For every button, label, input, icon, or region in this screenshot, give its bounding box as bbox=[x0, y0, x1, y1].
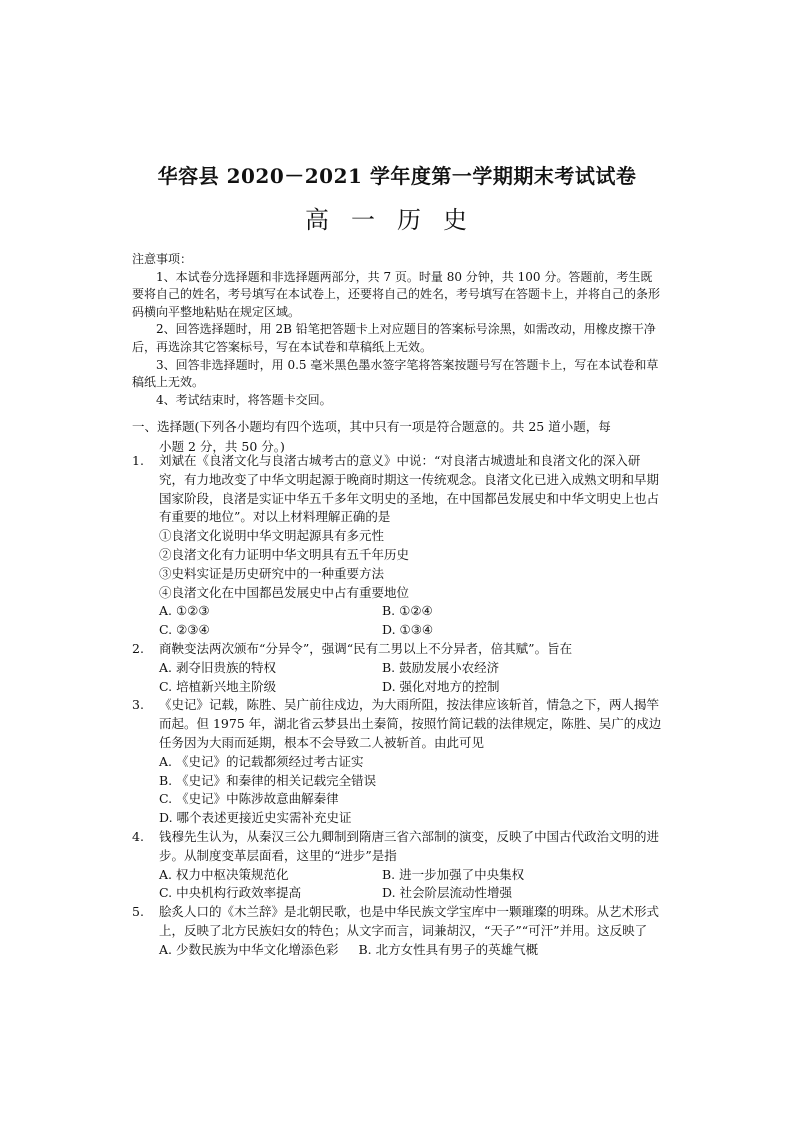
notice-item: 3、回答非选择题时，用 0.5 毫米黑色墨水签字笔将答案按题号写在答题卡上，写在本试卷和草稿纸上无效。 bbox=[132, 357, 659, 390]
notice-item: 4、考试结束时，将答题卡交回。 bbox=[156, 392, 332, 407]
question-statement: ②良渚文化有力证明中华文明具有五千年历史 bbox=[159, 546, 410, 562]
answer-option: C. 《史记》中陈涉故意曲解秦律 bbox=[159, 791, 339, 807]
question-stem: 商鞅变法两次颁布“分异令”，强调“民有二男以上不分异者，倍其赋”。旨在 bbox=[159, 640, 573, 656]
answer-option: B. 《史记》和秦律的相关记载完全错误 bbox=[159, 772, 377, 788]
answer-options bbox=[159, 941, 664, 960]
notice-heading: 注意事项： bbox=[132, 252, 193, 266]
question-list bbox=[132, 452, 664, 960]
section-instruction-line: 一、选择题(下列各小题均有四个选项，其中只有一项是符合题意的。共 25 道小题，每 bbox=[132, 419, 611, 434]
answer-option: D. ①③④ bbox=[382, 622, 434, 638]
question-statement: ③史料实证是历史研究中的一种重要方法 bbox=[159, 565, 385, 581]
question bbox=[132, 903, 664, 959]
answer-option: D. 社会阶层流动性增强 bbox=[382, 885, 513, 901]
answer-option: C. ②③④ bbox=[159, 622, 210, 638]
question-number: 2. bbox=[132, 640, 144, 656]
answer-option: B. ①②④ bbox=[382, 603, 433, 619]
notice-item: 2、回答选择题时，用 2B 铅笔把答题卡上对应题目的答案标号涂黑，如需改动，用橡皮擦干净后，再选涂其它答案标号，写在本试卷和草稿纸上无效。 bbox=[132, 322, 656, 354]
answer-option: A. 权力中枢决策规范化 bbox=[159, 866, 289, 882]
question-number: 4. bbox=[132, 828, 144, 844]
notice-block bbox=[132, 251, 664, 409]
answer-option: A. 《史记》的记载都须经过考古证实 bbox=[159, 753, 364, 769]
answer-option: C. 中央机构行政效率提高 bbox=[159, 885, 302, 901]
question-stem: 《史记》记载，陈胜、吴广前往戍边，为大雨所阻，按法律应该斩首，情急之下，两人揭竿而起。但 1975 年，湖北省云梦县出土秦简，按照竹简记载的法律规定，陈胜、吴广的戍边任务因为大雨而延期，根本不会导致二人被斩首。由此可见 bbox=[159, 697, 662, 750]
question-number: 5. bbox=[132, 904, 144, 920]
answer-option: D. 强化对地方的控制 bbox=[382, 678, 500, 694]
question bbox=[132, 828, 664, 903]
answer-option: C. 培植新兴地主阶级 bbox=[159, 678, 277, 694]
question-stem: 刘斌在《良渚文化与良渚古城考古的意义》中说：“对良渚古城遗址和良渚文化的深入研究，有力地改变了中华文明起源于晚商时期这一传统观念。良渚文化已进入成熟文明和早期国家阶段，良渚是实证中华五千多年文明史的圣地，在中国都邑发展史和中华文明史上也占有重要的地位”。对以上材料理解正确的是 bbox=[159, 453, 660, 525]
answer-option: B. 鼓励发展小农经济 bbox=[382, 659, 500, 675]
question-number: 1. bbox=[132, 453, 144, 468]
question-stem: 脍炙人口的《木兰辞》是北朝民歌，也是中华民族文学宝库中一颗璀璨的明珠。从艺术形式上，反映了北方民族妇女的特色；从文字而言，词兼胡汉，“天子”“可汗”并用。这反映了 bbox=[159, 904, 660, 938]
exam-title: 华容县 2020－2021 学年度第一学期期末考试试卷 bbox=[157, 164, 637, 188]
answer-options bbox=[159, 602, 664, 640]
answer-options bbox=[159, 866, 664, 904]
question bbox=[132, 452, 664, 640]
answer-option: B. 北方女性具有男子的英雄气概 bbox=[358, 941, 539, 957]
answer-option: A. 少数民族为中华文化增添色彩 bbox=[159, 941, 339, 957]
question bbox=[132, 696, 664, 828]
answer-option: A. 剥夺旧贵族的特权 bbox=[159, 659, 276, 675]
answer-option: D. 哪个表述更接近史实需补充史证 bbox=[159, 810, 352, 826]
question-statement: ④良渚文化在中国都邑发展史中占有重要地位 bbox=[159, 584, 410, 600]
answer-option: A. ①②③ bbox=[159, 603, 210, 619]
question-stem: 钱穆先生认为，从秦汉三公九卿制到隋唐三省六部制的演变，反映了中国古代政治文明的进步。从制度变革层面看，这里的“进步”是指 bbox=[159, 828, 660, 863]
question-statement: ①良渚文化说明中华文明起源具有多元性 bbox=[159, 528, 385, 544]
section-heading bbox=[132, 417, 664, 457]
answer-options bbox=[159, 659, 664, 697]
notice-item: 1、本试卷分选择题和非选择题两部分，共 7 页。时量 80 分钟，共 100 分。答题前，考生既要将自己的姓名，考号填写在本试卷上，还要将自己的姓名，考号填写在答题卡上，并将自己的条形码横向平整地粘贴在规定区域。 bbox=[132, 269, 661, 319]
question-number: 3. bbox=[132, 697, 144, 713]
answer-option: B. 进一步加强了中央集权 bbox=[382, 866, 525, 882]
subject-title: 高一历史 bbox=[305, 206, 489, 234]
question bbox=[132, 640, 664, 696]
section-instruction-line: 小题 2 分，共 50 分。) bbox=[159, 439, 285, 454]
